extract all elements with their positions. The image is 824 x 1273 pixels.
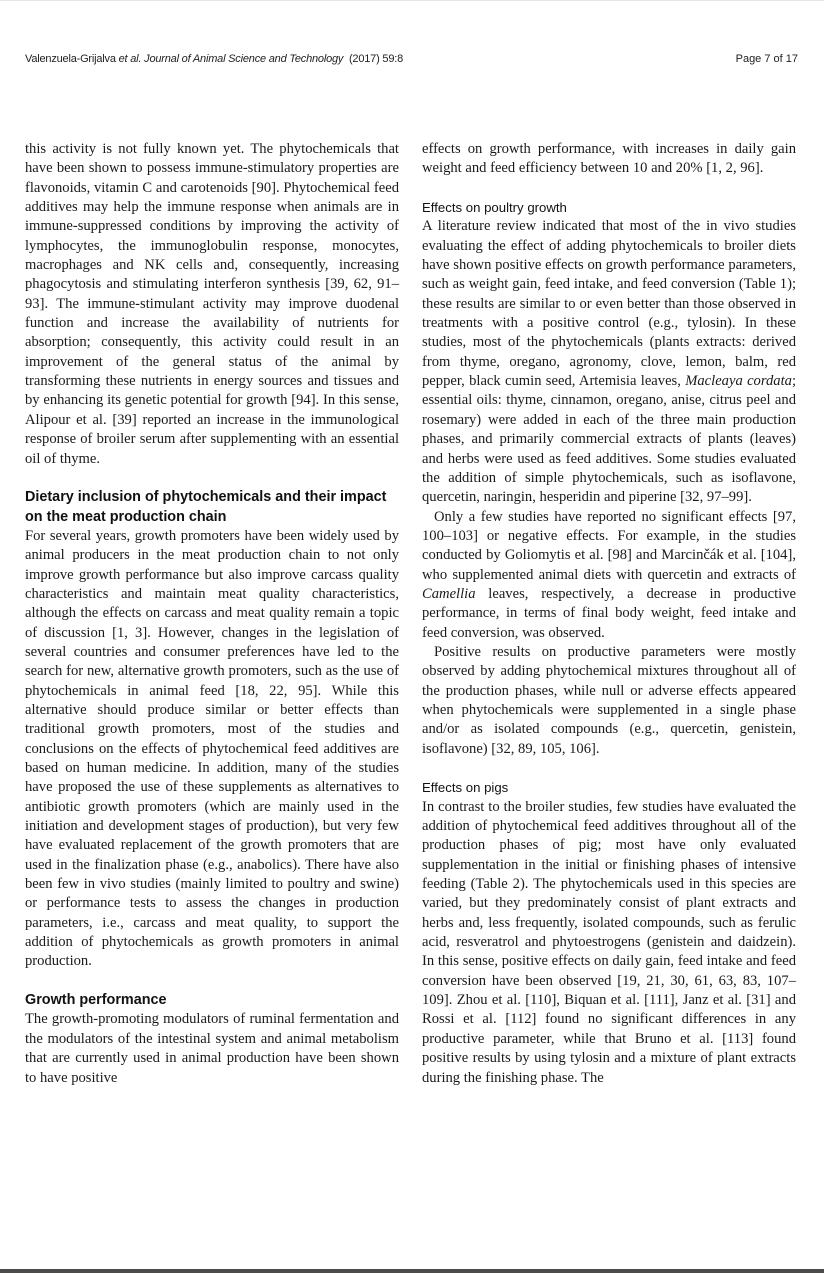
viewer-bottom-bar — [0, 1269, 824, 1273]
subsection-heading: Effects on pigs — [422, 780, 509, 796]
header-etal: et al. — [118, 53, 142, 65]
left-column — [25, 140, 399, 1088]
section-heading: Growth performance — [25, 992, 167, 1009]
right-column — [422, 140, 796, 1088]
paragraph: In contrast to the broiler studies, few studies have evaluated the addition of phytochemical feed additives throughout all of the production phases of pig; most have only evaluated supplementation in the initial or finishing phases of intensive feeding (Table 2). The phytochemicals used in this species are varied, but they predominately consist of plant extracts and herbs and, less frequently, isolated compounds, such as ferulic acid, resveratrol and phytoestrogens (genistein and daidzein). In this sense, positive effects on daily gain, feed intake and feed conversion have been observed [19, 21, 30, 61, 63, 83, 107–109]. Zhou et al. [110], Biquan et al. [111], Janz et al. [31] and Rossi et al. [112] found no significant differences in any productive parameter, while that Bruno et al. [113] found positive results by using tylosin and a mixture of plant extracts during the finishing phase. The — [422, 798, 796, 1086]
species-name: Macleaya cordata — [685, 373, 792, 390]
text-run: ; essential oils: thyme, cinnamon, oregano, anise, citrus peel and rosemary) were added in each of the three main production phases, and primarily commercial extracts of plants (leaves) and herbs were used as feed additives. Some studies evaluated the addition of simple phytochemicals, such as isoflavone, quercetin, naringin, hesperidin and piperine [32, 97–99]. — [422, 373, 796, 506]
text-run: A literature review indicated that most of the in vivo studies evaluating the effect of adding phytochemicals to broiler diets have shown positive effects on growth performance parameters, such as weight gain, feed intake, and feed conversion (Table 1); these results are similar to or even better than those observed in treatments with a positive control (e.g., tylosin). In these studies, most of the phytochemicals (plants extracts: derived from thyme, oregano, agronomy, clove, lemon, balm, red pepper, black cumin seed, Artemisia leaves, — [422, 218, 796, 390]
paragraph: For several years, growth promoters have been widely used by animal producers in the meat production chain to not only improve growth performance but also improve carcass quality characteristics and maintain meat quality characteristics, although the effects on carcass and meat quality remain a topic of discussion [1, 3]. However, changes in the legislation of several countries and consumer preferences have led to the search for new, alternative growth promoters, such as the use of phytochemicals in animal feed [18, 22, 95]. While this alternative should produce similar or better effects than traditional growth promoters, most of the studies and conclusions on the effects of phytochemical feed additives are based on human medicine. In addition, many of the studies have proposed the use of these supplements as alternatives to antibiotic growth promoters (which are mainly used in the initiation and development stages of production), but very few have evaluated replacement of the growth promoters that are used in the finalization phase (e.g., anabolics). There have also been few in vivo studies (mainly limited to poultry and swine) or performance tests to assess the changes in production parameters, i.e., carcass and meat quality, to support the addition of phytochemicals as growth promoters in animal production. — [25, 527, 399, 970]
paragraph: this activity is not fully known yet. The phytochemicals that have been shown to possess immune-stimulatory properties are flavonoids, vitamin C and carotenoids [90]. Phytochemical feed additives may help the immune response when animals are in immune-suppressed conditions by improving the activity of lymphocytes, the immunoglobulin response, monocytes, macrophages and NK cells and, consequently, increasing phagocytosis and stimulating interferon synthesis [39, 62, 91–93]. The immune-stimulant activity may improve duodenal function and increase the availability of nutrients for absorption; consequently, this activity could result in an improvement of the general status of the animal by transforming these nutrients in energy sources and tissues and by enhancing its genetic potential for growth [94]. In this sense, Alipour et al. [39] reported an increase in the immunological response of broiler serum after supplementing with an essential oil of thyme. — [25, 141, 399, 467]
header-authors: Valenzuela-Grijalva — [25, 53, 116, 65]
top-border — [0, 0, 824, 1]
text-run: Only a few studies have reported no significant effects [97, 100–103] or negative effects. For example, in the studies conducted by Goliomytis et al. [98] and Marcinčák et al. [104], who supplemented animal diets with quercetin and extracts of — [422, 508, 796, 583]
species-name: Camellia — [422, 585, 476, 602]
page-number: Page 7 of 17 — [735, 53, 798, 65]
paragraph: The growth-promoting modulators of ruminal fermentation and the modulators of the intestinal system and animal metabolism that are currently used in animal production have been shown to have positive — [25, 1011, 399, 1086]
paragraph — [422, 508, 796, 643]
section-heading: Dietary inclusion of phytochemicals and their impact on the meat production chain — [25, 489, 387, 525]
header-volume: (2017) 59:8 — [348, 53, 404, 65]
header-citation — [25, 53, 403, 65]
subsection-heading: Effects on poultry growth — [422, 200, 567, 216]
paragraph: Positive results on productive parameters were mostly observed by adding phytochemical mixtures throughout all of the production phases, while null or adverse effects appeared when phytochemicals were supplemented in a single phase and/or as isolated compounds (e.g., quercetin, genistein, isoflavone) [32, 89, 105, 106]. — [422, 643, 796, 757]
paragraph — [422, 217, 796, 507]
text-run: leaves, respectively, a decrease in productive performance, in terms of final body weight, feed intake and feed conversion, was observed. — [422, 585, 796, 641]
running-header — [25, 53, 798, 67]
paragraph: effects on growth performance, with increases in daily gain weight and feed efficiency between 10 and 20% [1, 2, 96]. — [422, 141, 796, 177]
header-journal: Journal of Animal Science and Technology — [144, 53, 344, 65]
